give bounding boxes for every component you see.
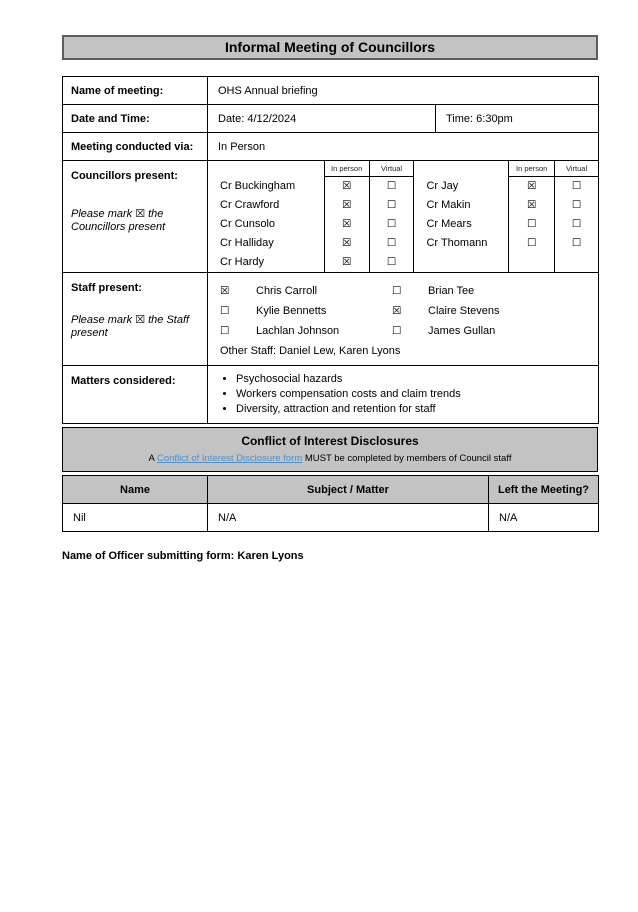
disclosure-header-left-meeting: Left the Meeting? (489, 476, 599, 504)
staff-note: Please mark ☒ the Staff present (71, 314, 190, 339)
in-person-checkbox[interactable]: ☒ (526, 180, 537, 192)
staff-cell (208, 273, 599, 366)
disclosure-header-name: Name (63, 476, 208, 504)
other-staff: Other Staff: Daniel Lew, Karen Lyons (220, 345, 401, 357)
staff-row (220, 281, 598, 301)
name-of-meeting-value: OHS Annual briefing (208, 77, 599, 105)
staff-name: Brian Tee (428, 285, 475, 297)
disclosure-header-subject: Subject / Matter (208, 476, 489, 504)
councillor-name: Cr Thomann (426, 237, 488, 249)
virtual-header: Virtual (555, 161, 598, 177)
disclosure-header-row (63, 476, 599, 504)
staff-checkbox[interactable]: ☐ (220, 325, 230, 337)
in-person-column-1 (324, 161, 369, 272)
conducted-via-label: Meeting conducted via: (63, 133, 208, 161)
date-time-label: Date and Time: (63, 105, 208, 133)
meeting-form-table (62, 76, 599, 424)
councillor-name: Cr Mears (426, 218, 472, 230)
in-person-checkbox[interactable]: ☒ (341, 199, 352, 211)
virtual-checkbox[interactable]: ☐ (571, 199, 582, 211)
in-person-checkbox[interactable]: ☐ (526, 237, 537, 249)
conflict-subtitle (67, 453, 593, 464)
staff-row (220, 321, 598, 341)
staff-name: James Gullan (428, 325, 496, 337)
virtual-checkbox[interactable]: ☐ (571, 180, 582, 192)
virtual-checkbox[interactable]: ☐ (386, 180, 397, 192)
staff-checkbox[interactable]: ☐ (220, 305, 230, 317)
row-councillors (63, 161, 599, 273)
councillor-name: Cr Hardy (220, 256, 265, 268)
councillor-name-column-1 (208, 161, 324, 272)
staff-name: Kylie Bennetts (256, 305, 327, 317)
conflict-text-before: A (148, 453, 157, 464)
councillor-name: Cr Buckingham (220, 180, 296, 192)
matter-item: • Psychosocial hazards (236, 372, 598, 387)
staff-checkbox[interactable]: ☒ (220, 285, 230, 297)
row-conducted-via (63, 133, 599, 161)
virtual-column-1 (369, 161, 414, 272)
time-value: Time: 6:30pm (436, 105, 599, 133)
councillor-name: Cr Makin (426, 199, 471, 211)
virtual-checkbox[interactable]: ☐ (386, 218, 397, 230)
disclosure-table (62, 475, 599, 532)
staff-label-cell (63, 273, 208, 366)
row-staff (63, 273, 599, 366)
name-of-meeting-label: Name of meeting: (63, 77, 208, 105)
councillor-name-column-2 (413, 161, 508, 272)
staff-row (220, 301, 598, 321)
staff-name: Lachlan Johnson (256, 325, 340, 337)
councillor-name: Cr Jay (426, 180, 459, 192)
conflict-disclosure-form-link[interactable]: Conflict of Interest Disclosure form (157, 453, 303, 464)
in-person-checkbox[interactable]: ☒ (341, 256, 352, 268)
virtual-checkbox[interactable]: ☐ (386, 237, 397, 249)
matter-item: • Diversity, attraction and retention for staff (236, 402, 598, 417)
virtual-header: Virtual (370, 161, 414, 177)
in-person-checkbox[interactable]: ☐ (526, 218, 537, 230)
staff-checkbox[interactable]: ☐ (392, 285, 402, 297)
row-name-of-meeting (63, 77, 599, 105)
disclosure-name-value: Nil (63, 504, 208, 532)
virtual-column-2 (554, 161, 598, 272)
conflict-of-interest-section (62, 427, 598, 472)
in-person-checkbox[interactable]: ☒ (526, 199, 537, 211)
staff-label: Staff present: (71, 282, 142, 294)
virtual-checkbox[interactable]: ☐ (386, 199, 397, 211)
councillors-label-cell (63, 161, 208, 273)
matters-label: Matters considered: (63, 366, 208, 424)
councillor-name: Cr Crawford (220, 199, 280, 211)
staff-checkbox[interactable]: ☐ (392, 325, 402, 337)
staff-checkbox[interactable]: ☒ (392, 305, 402, 317)
in-person-header: In person (509, 161, 554, 177)
conflict-text-after: MUST be completed by members of Council staff (302, 453, 512, 464)
matter-item: • Workers compensation costs and claim trends (236, 387, 598, 402)
conflict-title: Conflict of Interest Disclosures (241, 434, 419, 448)
councillors-note: Please mark ☒ the Councillors present (71, 208, 166, 233)
staff-name: Chris Carroll (256, 285, 318, 297)
disclosure-left-meeting-value: N/A (489, 504, 599, 532)
disclosure-subject-value: N/A (208, 504, 489, 532)
councillors-grid (208, 161, 599, 273)
virtual-checkbox[interactable]: ☐ (571, 237, 582, 249)
date-value: Date: 4/12/2024 (208, 105, 436, 133)
in-person-column-2 (508, 161, 554, 272)
virtual-checkbox[interactable]: ☐ (386, 256, 397, 268)
councillors-label: Councillors present: (71, 170, 178, 182)
matters-cell (208, 366, 599, 424)
row-matters (63, 366, 599, 424)
in-person-checkbox[interactable]: ☒ (341, 180, 352, 192)
councillor-name: Cr Halliday (220, 237, 274, 249)
disclosure-data-row (63, 504, 599, 532)
row-date-time (63, 105, 599, 133)
in-person-header: In person (325, 161, 369, 177)
in-person-checkbox[interactable]: ☒ (341, 218, 352, 230)
in-person-checkbox[interactable]: ☒ (341, 237, 352, 249)
conducted-via-value: In Person (208, 133, 599, 161)
staff-name: Claire Stevens (428, 305, 500, 317)
document-title-banner (62, 35, 598, 60)
document-title: Informal Meeting of Councillors (224, 39, 435, 55)
officer-submitting-line: Name of Officer submitting form: Karen Lyons (62, 550, 304, 562)
councillor-name: Cr Cunsolo (220, 218, 276, 230)
virtual-checkbox[interactable]: ☐ (571, 218, 582, 230)
